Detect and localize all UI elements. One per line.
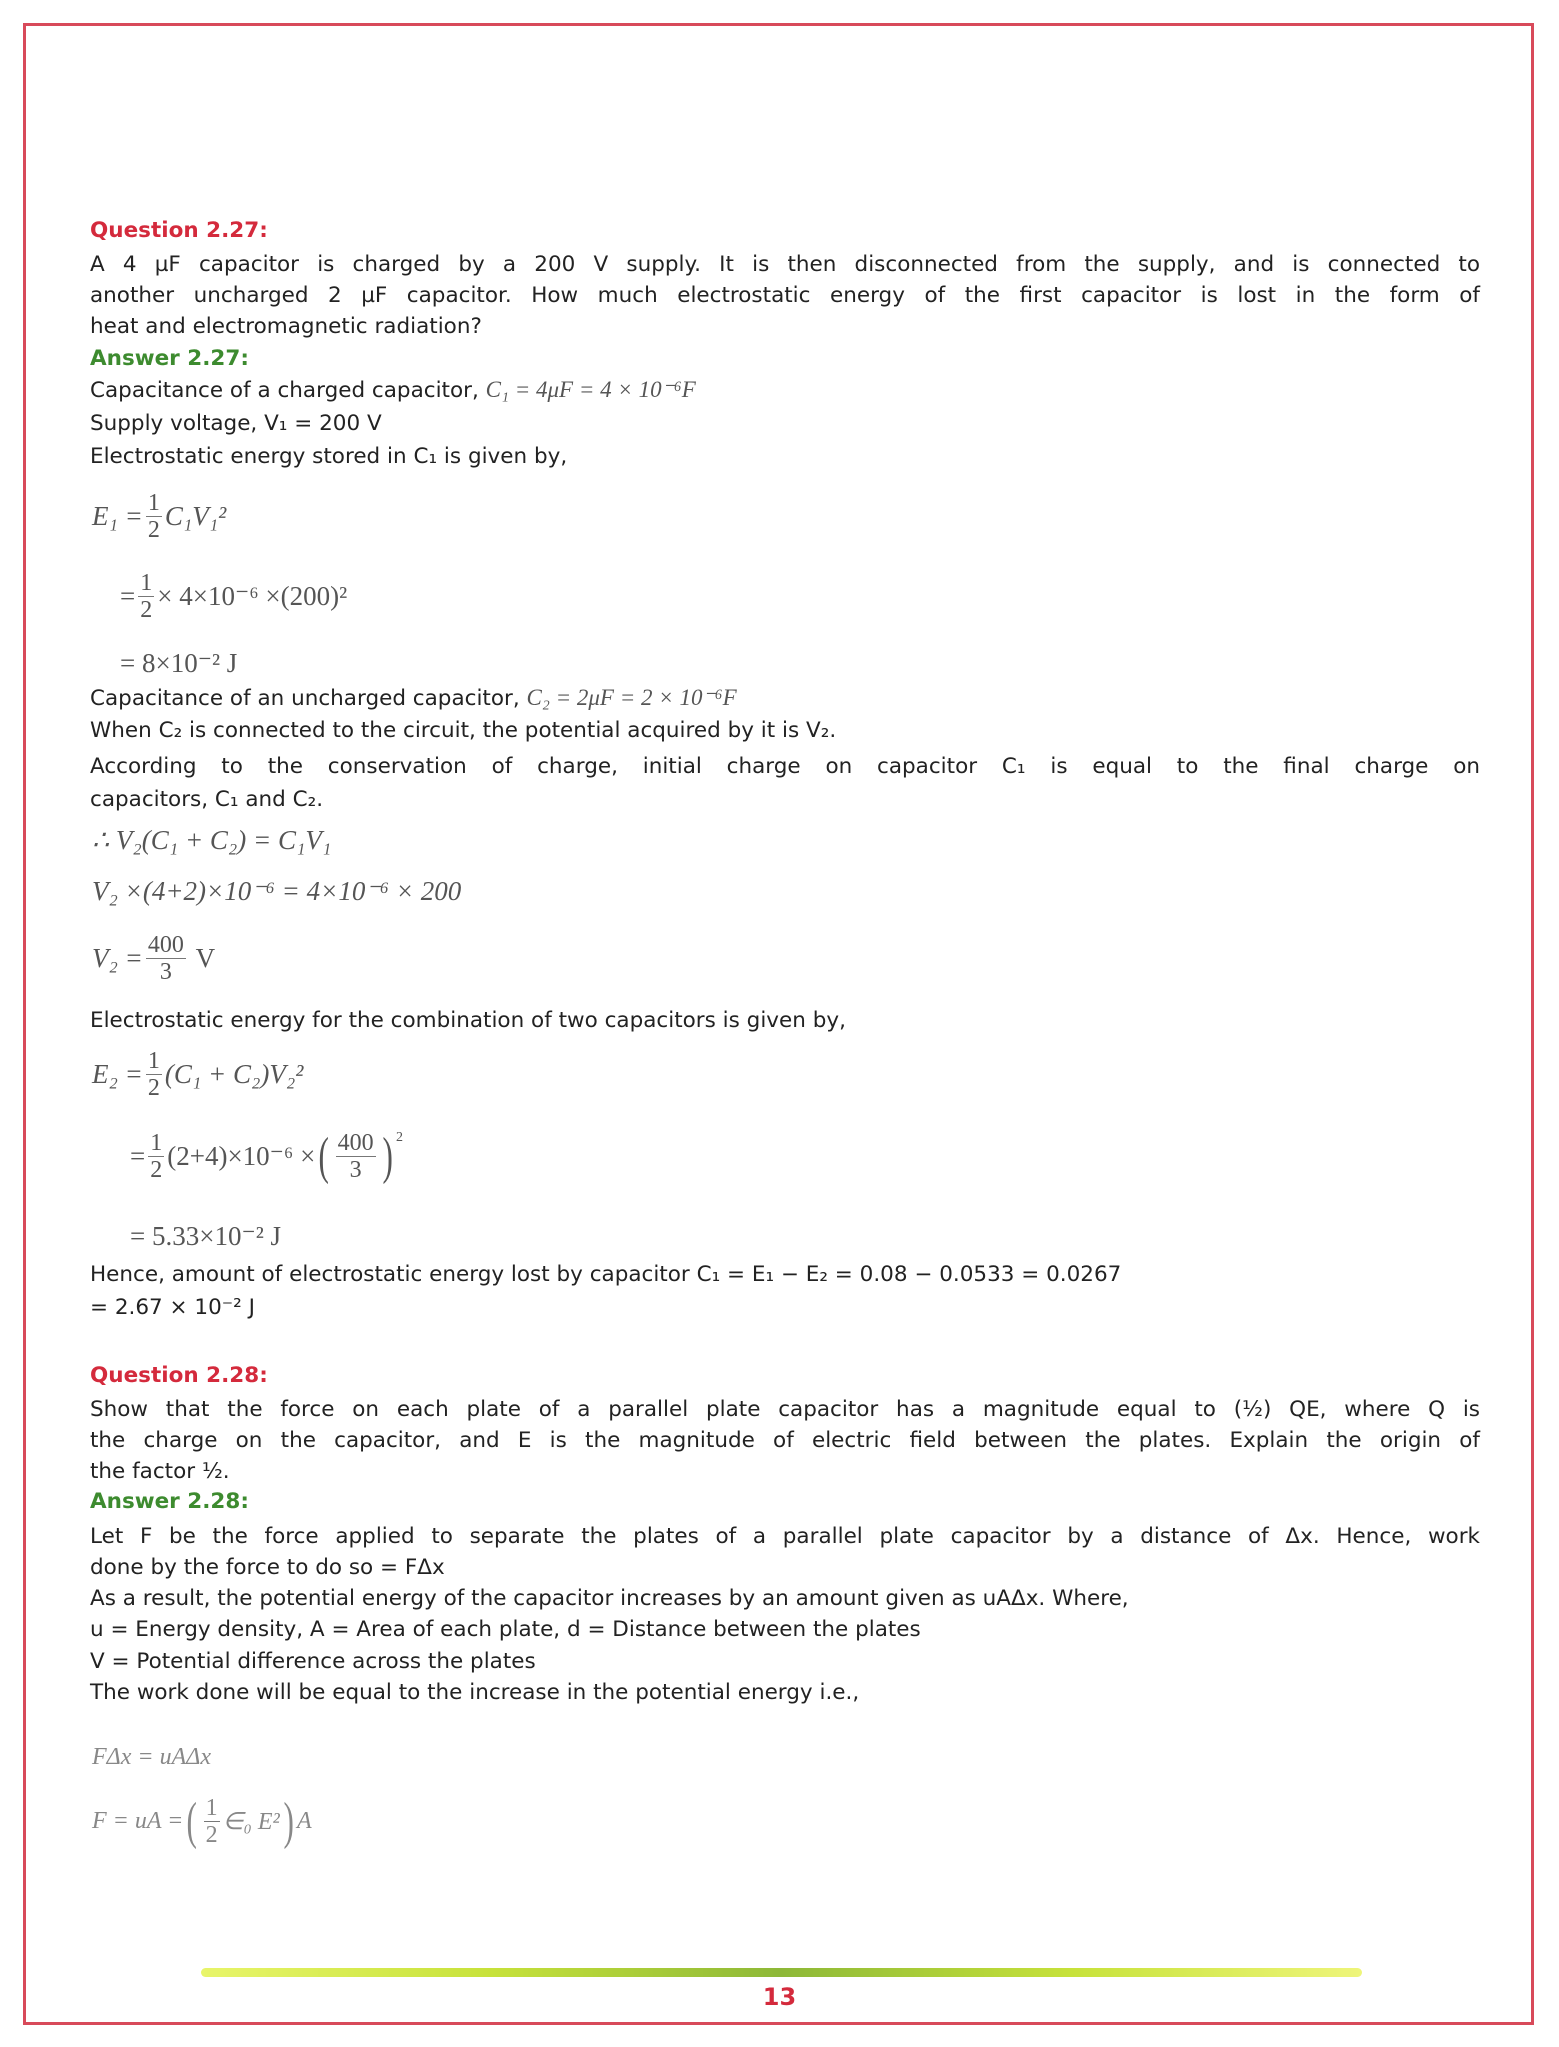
answer-text: Hence, amount of electrostatic energy lost by capacitor C₁ = E₁ − E₂ = 0.08 − 0.0533 = 0.0267 — [90, 1262, 1122, 1287]
math: V₂ = — [92, 943, 143, 973]
question-heading: Question 2.27: — [90, 218, 268, 243]
page-number: 13 — [762, 1983, 797, 2011]
answer-text: Electrostatic energy for the combination of two capacitors is given by, — [90, 1008, 846, 1033]
answer-text: capacitors, C₁ and C₂. — [90, 787, 324, 812]
answer-text: Supply voltage, V₁ = 200 V — [90, 411, 382, 436]
equation-v2 — [92, 876, 461, 907]
answer-text: V = Potential difference across the plates — [90, 1649, 536, 1674]
math: V₂ ×(4+2)×10⁻⁶ = 4×10⁻⁶ × 200 — [92, 876, 462, 906]
equation-charge — [92, 825, 331, 856]
equation-e2 — [92, 1048, 303, 1101]
question-text: Show that the force on each plate of a parallel plate capacitor has a magnitude equal to (½) QE, where Q is — [90, 1397, 1480, 1422]
question-text: A 4 µF capacitor is charged by a 200 V supply. It is then disconnected from the supply, and is connected to — [90, 252, 1480, 277]
fraction — [146, 1048, 162, 1101]
equation-e2-step — [130, 1127, 403, 1185]
answer-text: = 2.67 × 10⁻² J — [90, 1295, 255, 1320]
paren: ( — [186, 1792, 198, 1850]
denominator: 2 — [147, 1075, 160, 1101]
math: F = uA = — [92, 1808, 184, 1834]
text: Capacitance of a charged capacitor, — [90, 378, 486, 403]
math: (C₁ + C₂)V₂² — [164, 1059, 304, 1089]
question-text: heat and electromagnetic radiation? — [90, 314, 482, 339]
numerator: 1 — [150, 1130, 163, 1156]
denominator: 2 — [147, 517, 160, 543]
fraction — [146, 932, 186, 985]
answer-text: When C₂ is connected to the circuit, the potential acquired by it is V₂. — [90, 718, 837, 743]
numerator: 1 — [140, 570, 153, 596]
question-text: the factor ½. — [90, 1459, 230, 1484]
equation-force — [92, 1792, 312, 1850]
question-text: the charge on the capacitor, and E is the magnitude of electric field between the plates. Explain the origin of — [90, 1428, 1480, 1453]
answer-text: As a result, the potential energy of the capacitor increases by an amount given as uAΔx. Where, — [90, 1586, 1129, 1611]
math: FΔx = uAΔx — [92, 1744, 211, 1770]
question-text: another uncharged 2 µF capacitor. How much electrostatic energy of the first capacitor is lost in the form of — [90, 283, 1480, 308]
denominator: 2 — [140, 597, 153, 623]
answer-text: The work done will be equal to the increase in the potential energy i.e., — [90, 1680, 860, 1705]
fraction — [146, 490, 162, 543]
equation-e1-step — [120, 570, 347, 623]
equation-e2-result: = 5.33×10⁻² J — [130, 1221, 282, 1251]
math: E₂ = — [92, 1059, 143, 1089]
inline-math: C₂ = 2μF = 2 × 10⁻⁶F — [526, 685, 737, 710]
fraction — [148, 1130, 164, 1183]
fraction — [204, 1795, 220, 1848]
paren: ) — [382, 1127, 393, 1185]
numerator: 400 — [147, 932, 184, 958]
answer-text: u = Energy density, A = Area of each plate, d = Distance between the plates — [90, 1617, 921, 1642]
math: = — [120, 581, 136, 611]
denominator: 3 — [159, 959, 172, 985]
answer-text: done by the force to do so = FΔx — [90, 1555, 445, 1580]
fraction — [138, 570, 154, 623]
math: C₁V₁² — [164, 501, 227, 531]
inline-math: C₁ = 4μF = 4 × 10⁻⁶F — [485, 377, 696, 402]
exponent: 2 — [395, 1130, 403, 1145]
answer-text: According to the conservation of charge, initial charge on capacitor C₁ is equal to the final charge on — [90, 754, 1480, 779]
denominator: 2 — [205, 1822, 218, 1848]
answer-text: Electrostatic energy stored in C₁ is given by, — [90, 444, 568, 469]
denominator: 2 — [150, 1157, 163, 1183]
numerator: 1 — [147, 490, 160, 516]
question-heading: Question 2.28: — [90, 1363, 268, 1388]
math: ∈₀ E² — [222, 1809, 280, 1835]
math: = — [130, 1141, 146, 1171]
fraction — [336, 1130, 376, 1183]
math: ∴ V₂(C₁ + C₂) = C₁V₁ — [92, 825, 332, 855]
math: E₁ = — [92, 501, 143, 531]
paren: ) — [283, 1792, 294, 1850]
equation-e1 — [92, 490, 226, 543]
answer-text — [90, 683, 1480, 714]
math: (2+4)×10⁻⁶ × — [167, 1141, 316, 1171]
math: × 4×10⁻⁶ ×(200)² — [157, 581, 348, 611]
answer-text — [90, 375, 1480, 406]
answer-heading: Answer 2.28: — [90, 1489, 249, 1514]
paren: ( — [318, 1127, 330, 1185]
numerator: 1 — [147, 1048, 160, 1074]
numerator: 1 — [205, 1795, 218, 1821]
denominator: 3 — [349, 1157, 362, 1183]
text: Capacitance of an uncharged capacitor, — [90, 686, 527, 711]
equation-work — [92, 1744, 211, 1771]
answer-text: Let F be the force applied to separate the plates of a parallel plate capacitor by a distance of Δx. Hence, work — [90, 1524, 1480, 1549]
equation-e1-result: = 8×10⁻² J — [120, 648, 238, 678]
answer-heading: Answer 2.27: — [90, 346, 249, 371]
equation-v2-result — [92, 932, 215, 985]
unit: V — [195, 943, 216, 973]
math: A — [297, 1808, 312, 1834]
numerator: 400 — [337, 1130, 374, 1156]
footer-rule — [201, 1968, 1362, 1977]
